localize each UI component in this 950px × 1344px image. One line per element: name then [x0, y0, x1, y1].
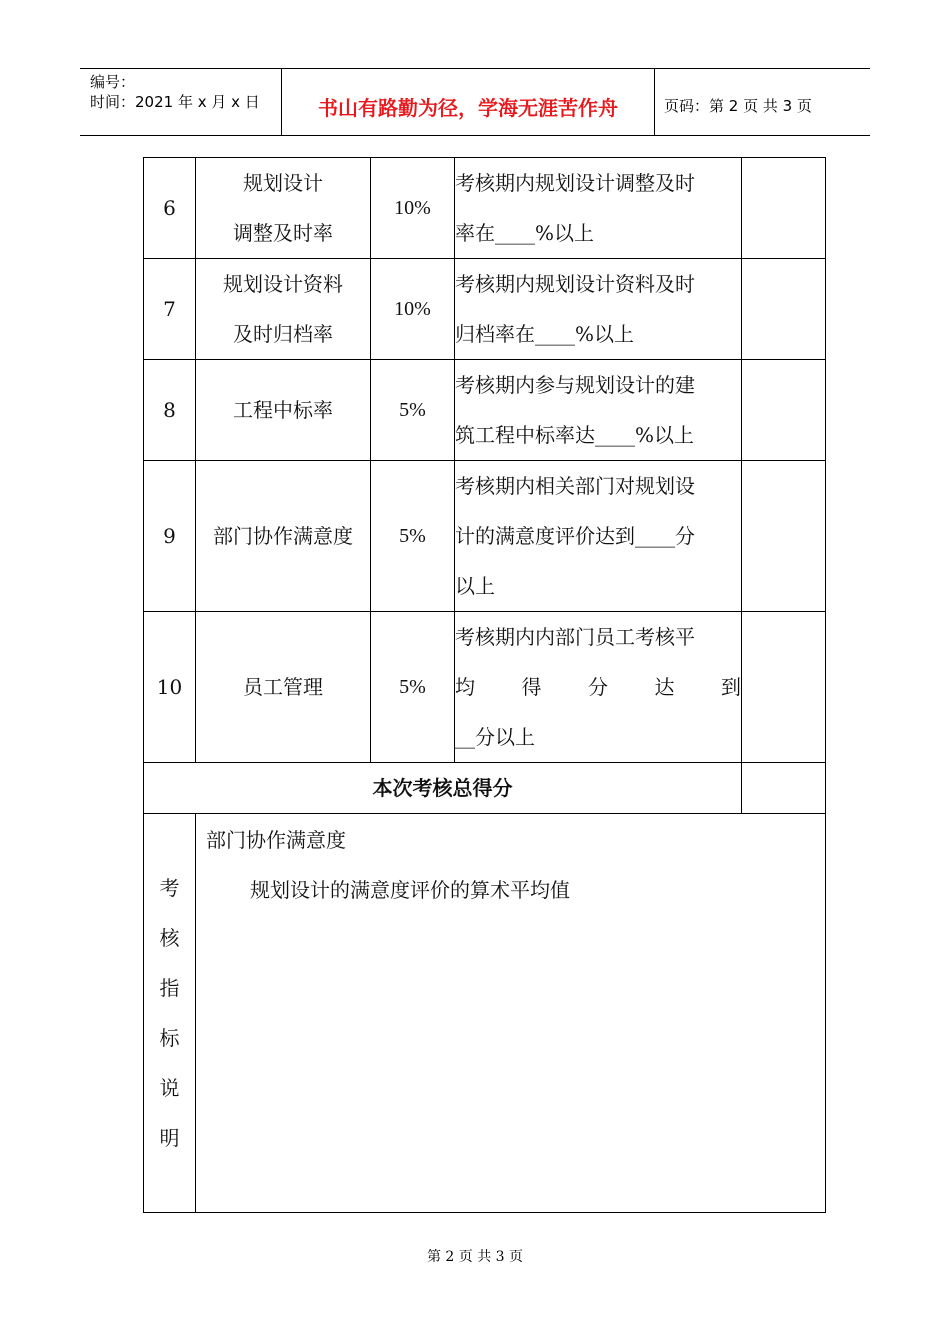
side-char: 考 [159, 876, 180, 900]
side-char: 标 [159, 1026, 180, 1050]
indicator-standard [455, 461, 742, 612]
table-row [144, 612, 826, 763]
indicator-weight: 5% [371, 612, 455, 763]
row-number: 8 [144, 360, 196, 461]
standard-line-justified [455, 662, 741, 712]
notes-side-label [144, 814, 196, 1213]
indicator-name-line: 规划设计资料 [223, 272, 343, 296]
indicator-name-line: 员工管理 [243, 675, 323, 699]
header-divider-right [654, 68, 655, 136]
score-cell[interactable] [742, 612, 826, 763]
row-number: 6 [144, 158, 196, 259]
page-footer: 第 2 页 共 3 页 [426, 1249, 524, 1265]
indicator-name [196, 259, 371, 360]
indicator-name-line: 部门协作满意度 [213, 524, 353, 548]
indicator-name-line: 及时归档率 [233, 322, 333, 346]
notes-content [196, 814, 826, 1213]
justified-char: 分 [588, 675, 608, 699]
notes-title: 部门协作满意度 [206, 828, 346, 852]
row-number: 7 [144, 259, 196, 360]
side-char: 说 [159, 1076, 180, 1100]
standard-line: 率在____%以上 [455, 221, 595, 245]
score-cell[interactable] [742, 259, 826, 360]
header-motto: 书山有路勤为径，学海无涯苦作舟 [318, 96, 618, 120]
score-cell[interactable] [742, 360, 826, 461]
indicator-weight: 5% [371, 461, 455, 612]
standard-line: 考核期内规划设计资料及时 [455, 272, 695, 296]
side-char: 核 [159, 926, 180, 950]
indicator-name [196, 158, 371, 259]
side-char: 指 [159, 976, 180, 1000]
header-top-rule [80, 68, 870, 69]
justified-char: 到 [721, 675, 741, 699]
standard-line: 考核期内相关部门对规划设 [455, 474, 695, 498]
indicator-name-line: 工程中标率 [233, 398, 333, 422]
indicator-name-line: 调整及时率 [233, 221, 333, 245]
table-row [144, 158, 826, 259]
total-score-label: 本次考核总得分 [144, 763, 742, 814]
indicator-name [196, 461, 371, 612]
score-cell[interactable] [742, 158, 826, 259]
indicator-standard [455, 259, 742, 360]
indicator-standard [455, 612, 742, 763]
header-page-label: 页码：第 2 页 共 3 页 [664, 97, 812, 115]
total-row [144, 763, 826, 814]
header-time-label: 时间：2021 年 x 月 x 日 [90, 93, 260, 111]
standard-line: 以上 [455, 574, 495, 598]
assessment-table [143, 157, 826, 1213]
notes-body: 规划设计的满意度评价的算术平均值 [250, 878, 570, 902]
standard-line: __分以上 [455, 725, 535, 749]
side-char: 明 [159, 1126, 180, 1150]
header-number-label: 编号： [90, 73, 136, 91]
indicator-weight: 10% [371, 158, 455, 259]
indicator-name-line: 规划设计 [243, 171, 323, 195]
standard-line: 考核期内参与规划设计的建 [455, 373, 695, 397]
indicator-name [196, 360, 371, 461]
indicator-standard [455, 158, 742, 259]
score-cell[interactable] [742, 461, 826, 612]
justified-char: 达 [654, 675, 675, 699]
justified-char: 得 [521, 675, 542, 699]
notes-row [144, 814, 826, 1213]
table-row [144, 360, 826, 461]
total-score-cell[interactable] [742, 763, 826, 814]
standard-line: 考核期内规划设计调整及时 [455, 171, 695, 195]
standard-line: 归档率在____%以上 [455, 322, 635, 346]
indicator-name [196, 612, 371, 763]
indicator-weight: 5% [371, 360, 455, 461]
indicator-standard [455, 360, 742, 461]
row-number: 9 [144, 461, 196, 612]
row-number: 10 [144, 612, 196, 763]
table-row [144, 259, 826, 360]
standard-line: 计的满意度评价达到____分 [455, 524, 695, 548]
indicator-weight: 10% [371, 259, 455, 360]
justified-char: 均 [455, 675, 475, 699]
standard-line: 考核期内内部门员工考核平 [455, 625, 695, 649]
table-row [144, 461, 826, 612]
standard-line: 筑工程中标率达____%以上 [455, 423, 695, 447]
header-bottom-rule [80, 135, 870, 136]
